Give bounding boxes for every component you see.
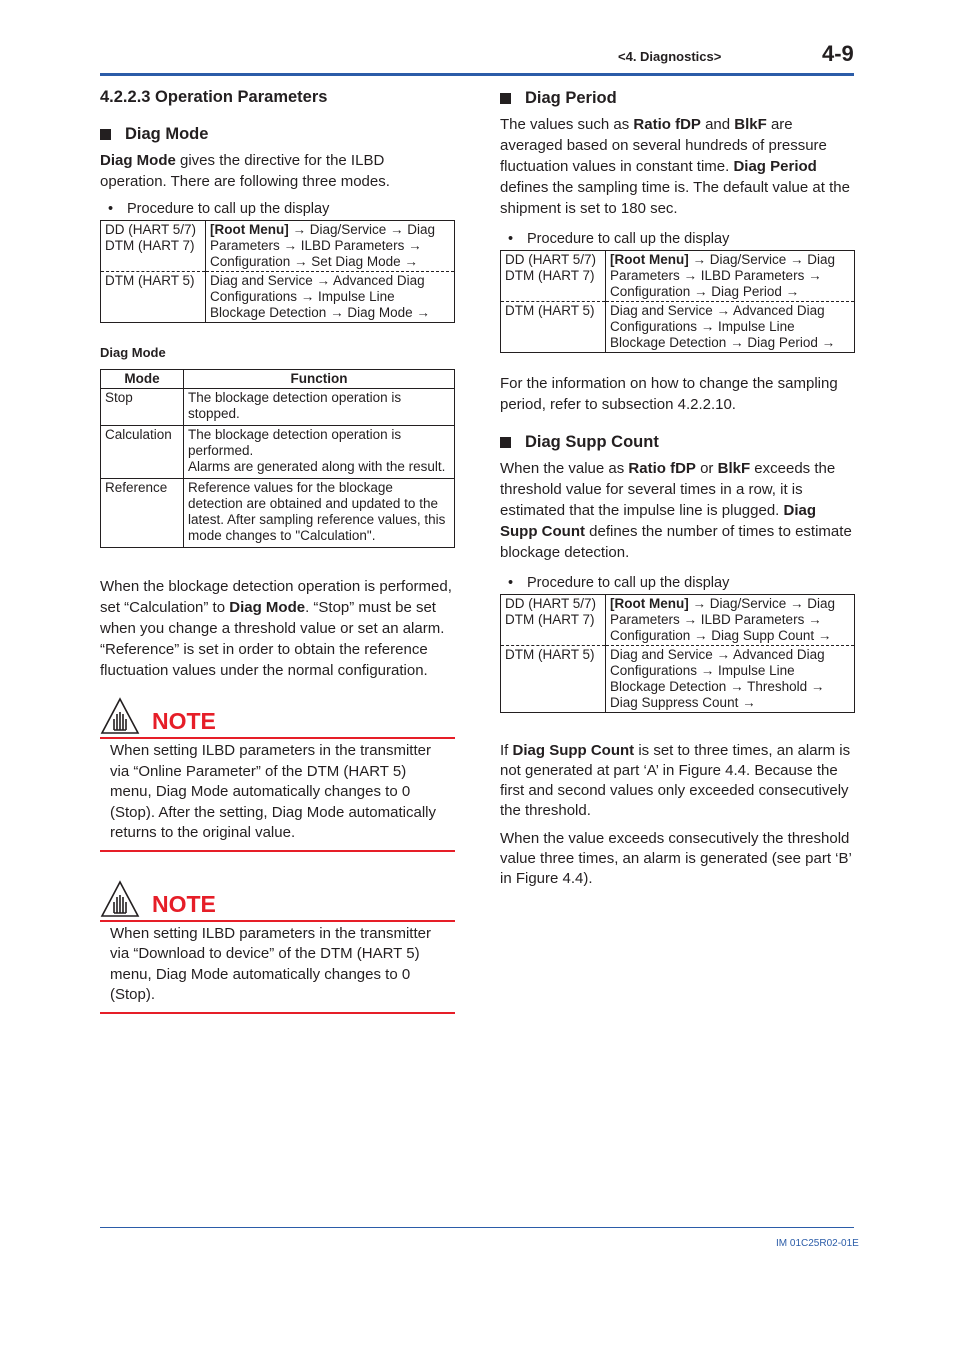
- path-cell: [606, 595, 855, 646]
- bullet-dot-icon: •: [108, 201, 114, 217]
- diag-supp-procedure-table: [500, 594, 855, 713]
- diag-period-after: For the information on how to change the sampling period, refer to subsection 4.2.2.10.: [500, 375, 838, 413]
- path-text: → Diag/Service → Diag Parameters → ILBD Parameters → Configuration → Diag Period →: [610, 252, 836, 299]
- bold-run: Diag Supp Count: [500, 502, 817, 540]
- text-run: If: [500, 742, 513, 759]
- root-menu-label: [Root Menu]: [610, 596, 689, 611]
- bold-run: Diag Period: [733, 158, 817, 175]
- diag-supp-count-heading: [500, 433, 855, 452]
- bullet-text: Procedure to call up the display: [127, 201, 330, 217]
- table-row: [101, 426, 455, 479]
- diag-mode-explanation: [100, 576, 455, 681]
- table-row: [101, 389, 455, 426]
- tool-cell: DTM (HART 5): [501, 646, 606, 713]
- procedure-bullet: [508, 574, 855, 593]
- bold-run: Diag Supp Count: [512, 742, 635, 759]
- tool-cell: DTM (HART 5): [101, 272, 206, 323]
- bullet-text: Procedure to call up the display: [527, 231, 730, 247]
- path-text: → Diag/Service → Diag Parameters → ILBD Parameters → Configuration → Diag Supp Count →: [610, 596, 836, 643]
- chapter-label: <4. Diagnostics>: [618, 49, 722, 64]
- diag-supp-intro: [500, 458, 855, 563]
- column-header-function: Function: [184, 370, 455, 389]
- footer-rule: [100, 1227, 854, 1228]
- text-run: defines the sampling time is. The default value at the shipment is set to 180 sec.: [500, 179, 850, 217]
- intro-rest: gives the directive for the ILBD operation. There are following three modes.: [100, 152, 390, 190]
- table-header-row: [101, 370, 455, 389]
- table-row: [501, 595, 855, 646]
- tool-cell: DTM (HART 5): [501, 302, 606, 353]
- diag-period-intro: [500, 114, 855, 219]
- mode-cell: Reference: [101, 479, 184, 548]
- note-header: [100, 695, 455, 735]
- path-cell: Diag and Service → Advanced Diag Configurations → Impulse Line Blockage Detection → Diag Period →: [606, 302, 855, 353]
- table-row: [101, 479, 455, 548]
- diag-mode-table: [100, 369, 455, 548]
- document-code: IM 01C25R02-01E: [776, 1238, 859, 1249]
- warning-hand-icon: [100, 697, 140, 735]
- bold-run: BlkF: [717, 460, 751, 477]
- square-bullet-icon: [100, 129, 111, 140]
- note-text: When setting ILBD parameters in the transmitter via “Online Parameter” of the DTM (HART 5) menu, Diag Mode automatically changes to 0 (Stop). After the setting, Diag Mode automatically returns to the original value.: [110, 742, 436, 841]
- path-cell: [206, 221, 455, 272]
- path-cell: [606, 251, 855, 302]
- mode-cell: Calculation: [101, 426, 184, 479]
- text-run: or: [695, 460, 718, 477]
- diag-supp-after-1: [500, 741, 855, 821]
- tool-cell: DD (HART 5/7) DTM (HART 7): [101, 221, 206, 272]
- bullet-dot-icon: •: [508, 231, 514, 247]
- note-box: [100, 695, 455, 852]
- function-cell: The blockage detection operation is performed. Alarms are generated along with the result.: [184, 426, 455, 479]
- table-caption: Diag Mode: [100, 345, 166, 360]
- text-run: is set to three times, an alarm is not generated at part ‘A’ in Figure 4.4. Because the first and second values only exceeded consecutively the threshold.: [500, 742, 851, 819]
- table-row: [101, 221, 455, 272]
- bold-run: Ratio fDP: [628, 460, 696, 477]
- right-column: [500, 86, 855, 889]
- note-bottom-rule: [100, 850, 455, 852]
- path-text: → Diag/Service → Diag Parameters → ILBD Parameters → Configuration → Set Diag Mode →: [210, 222, 436, 269]
- diag-supp-after-2: When the value exceeds consecutively the threshold value three times, an alarm is generated (see part ‘B’ in Figure 4.4).: [500, 830, 852, 887]
- section-title: 4.2.2.3 Operation Parameters: [100, 88, 328, 106]
- note-header: [100, 878, 455, 918]
- procedure-bullet: [108, 200, 455, 219]
- left-column: [100, 86, 455, 1014]
- table-row: [501, 251, 855, 302]
- procedure-bullet: [508, 230, 855, 249]
- bullet-dot-icon: •: [508, 575, 514, 591]
- path-cell: Diag and Service → Advanced Diag Configurations → Impulse Line Blockage Detection → Diag Mode →: [206, 272, 455, 323]
- diag-mode-procedure-table: [100, 220, 455, 323]
- note-title: NOTE: [152, 890, 216, 917]
- note-bottom-rule: [100, 1012, 455, 1014]
- mode-cell: Stop: [101, 389, 184, 426]
- diag-mode-heading-text: Diag Mode: [125, 125, 209, 143]
- note-text: When setting ILBD parameters in the transmitter via “Download to device” of the DTM (HART 5) menu, Diag Mode automatically changes to 0 (Stop).: [110, 924, 431, 1003]
- root-menu-label: [Root Menu]: [210, 222, 289, 237]
- function-cell: The blockage detection operation is stopped.: [184, 389, 455, 426]
- note-box: [100, 878, 455, 1014]
- text-run: defines the number of times to estimate blockage detection.: [500, 523, 852, 561]
- table-row: [501, 302, 855, 353]
- tool-cell: DD (HART 5/7) DTM (HART 7): [501, 251, 606, 302]
- path-cell: Diag and Service → Advanced Diag Configurations → Impulse Line Blockage Detection → Threshold → Diag Suppress Count →: [606, 646, 855, 713]
- text-run: When the value as: [500, 460, 629, 477]
- diag-mode-heading: [100, 125, 455, 144]
- diag-period-heading: [500, 89, 855, 108]
- header-rule: [100, 73, 854, 76]
- bold-run: BlkF: [734, 116, 767, 133]
- warning-hand-icon: [100, 880, 140, 918]
- diag-mode-intro: [100, 150, 455, 192]
- bold-run: Ratio fDP: [633, 116, 701, 133]
- explanation-post: . “Stop” must be set when you change a threshold value or set an alarm. “Reference” is set in order to obtain the reference fluctuation values under the normal configuration.: [100, 599, 445, 679]
- text-run: The values such as: [500, 116, 634, 133]
- column-header-mode: Mode: [101, 370, 184, 389]
- note-title: NOTE: [152, 708, 216, 734]
- page-number: 4-9: [822, 41, 854, 66]
- square-bullet-icon: [500, 437, 511, 448]
- square-bullet-icon: [500, 93, 511, 104]
- table-row: [501, 646, 855, 713]
- explanation-pre: When the blockage detection operation is performed, set “Calculation” to: [100, 578, 452, 616]
- diag-period-procedure-table: [500, 250, 855, 353]
- intro-bold: Diag Mode: [100, 152, 176, 169]
- explanation-bold: Diag Mode: [229, 599, 306, 616]
- bullet-text: Procedure to call up the display: [527, 575, 730, 591]
- tool-cell: DD (HART 5/7) DTM (HART 7): [501, 595, 606, 646]
- function-cell: Reference values for the blockage detection are obtained and updated to the latest. After sampling reference values, this mode changes to "Calculation".: [184, 479, 455, 548]
- text-run: are averaged based on several hundreds of pressure fluctuation values in constant time.: [500, 116, 827, 175]
- diag-supp-count-heading-text: Diag Supp Count: [525, 433, 659, 451]
- diag-period-heading-text: Diag Period: [525, 89, 617, 107]
- table-row: [101, 272, 455, 323]
- root-menu-label: [Root Menu]: [610, 252, 689, 267]
- text-run: exceeds the threshold value for several times in a row, it is estimated that the impulse line is plugged.: [500, 460, 836, 519]
- text-run: and: [700, 116, 735, 133]
